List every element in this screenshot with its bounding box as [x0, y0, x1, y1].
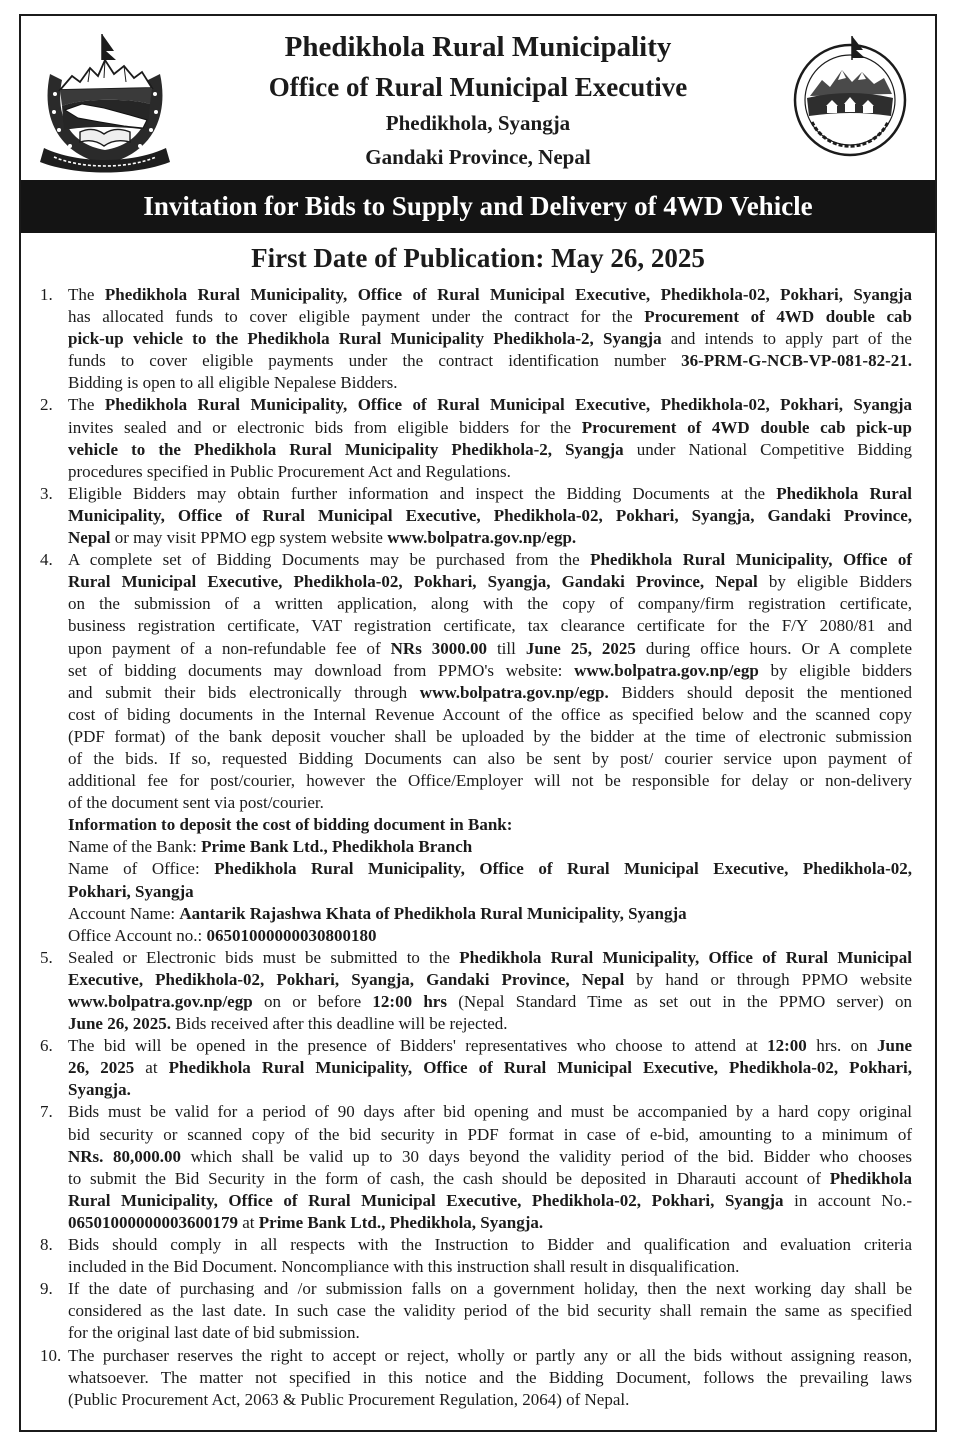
clause-number: 10.: [40, 1345, 62, 1365]
clause-number: 9.: [40, 1279, 53, 1299]
bold-text: Phedikhola Rural: [776, 483, 912, 503]
text-line: [68, 549, 912, 571]
bold-text: Phedikhola Rural Municipality, Office of Rural Municipal Executive, Phedikhola-02, Pokhari, Syangja: [104, 285, 912, 304]
text-line: [68, 814, 912, 836]
bold-text: June 25, 2025: [525, 638, 636, 658]
clause-number: 6.: [40, 1036, 53, 1056]
text: of the bids. If so, requested Bidding Documents can also be sent by post/ courier service upon payment of: [68, 748, 912, 768]
text-line: [68, 372, 912, 394]
bold-text: www.bolpatra.gov.np/egp.: [419, 682, 609, 702]
text: hrs. on: [806, 1036, 878, 1056]
clause-text: [68, 1278, 912, 1344]
clause-text: [68, 549, 912, 814]
text-line: [68, 1389, 912, 1411]
address-line-1: Phedikhola, Syangja: [385, 111, 571, 135]
municipality-name: Phedikhola Rural Municipality: [284, 31, 672, 63]
text-line: [68, 1322, 912, 1344]
text: under National Competitive Bidding: [623, 439, 912, 459]
text: The purchaser reserves the right to accept or reject, wholly or partly any or all the bids without assigning reason,: [68, 1345, 912, 1365]
text-line: [68, 394, 912, 416]
text: Bidding is open to all eligible Nepalese Bidders.: [68, 373, 398, 393]
text: at: [134, 1058, 169, 1078]
text-line: [68, 439, 912, 461]
bold-text: 36-PRM-G-NCB-VP-081-82-21.: [681, 351, 912, 371]
text-line: [68, 1168, 912, 1190]
clause-number: 4.: [40, 550, 53, 570]
text-line: [68, 483, 912, 505]
text: by eligible bidders: [758, 660, 913, 680]
bold-text: Rural Municipal Executive, Phedikhola-02, Pokhari, Syangja, Gandaki Province, Nepal: [68, 572, 758, 592]
text: or may visit PPMO egp system website: [110, 528, 388, 548]
bold-text: 26, 2025: [68, 1058, 135, 1078]
bold-text: June: [877, 1036, 912, 1056]
bold-text: 12:00 hrs: [372, 992, 447, 1011]
clause-7: [40, 1101, 912, 1234]
text-line: [68, 638, 912, 660]
text-line: [68, 1013, 912, 1035]
text-line: [68, 1234, 912, 1256]
bold-text: Procurement of 4WD double cab pick-up: [581, 417, 913, 437]
text: has allocated funds to cover eligible payment under the contract for the: [68, 307, 645, 327]
text: till: [487, 638, 526, 658]
text: of the document sent via post/courier.: [68, 793, 324, 813]
text: The: [68, 285, 105, 304]
text: to submit the Bid Security in the form of cash, the cash should be deposited in Dharauti account of: [68, 1168, 830, 1188]
text: during office hours. Or A complete: [635, 638, 912, 658]
bold-text: Phedikhola Rural Municipality, Office of Rural Municipal Executive, Phedikhola-02, Pokhari, Syangja: [104, 395, 912, 415]
text: Name of Office:: [68, 859, 215, 879]
text-line: [68, 417, 912, 439]
clause-text: [68, 947, 912, 1035]
clause-text: [68, 284, 912, 394]
clause-4: [40, 549, 912, 947]
bold-text: Phedikhola Rural Municipality, Office of: [590, 550, 912, 570]
clause-text: [68, 1101, 912, 1234]
text-line: [68, 461, 912, 483]
bold-text: 12:00: [767, 1036, 807, 1056]
text-line: [68, 306, 912, 328]
notice-banner: [21, 180, 935, 233]
bold-text: vehicle to the Phedikhola Rural Municipality Phedikhola-2, Syangja: [68, 439, 624, 459]
clause-9: [40, 1278, 912, 1344]
text-line: [68, 903, 912, 925]
text-line: [68, 704, 912, 726]
text-line: [68, 1278, 912, 1300]
text-line: [68, 969, 912, 991]
bold-text: Phedikhola Rural Municipality, Office of Rural Municipal Executive, Phedikhola-02,: [214, 859, 912, 879]
bank-detail: [68, 925, 912, 947]
clause-number: 8.: [40, 1235, 53, 1255]
text-line: [68, 748, 912, 770]
text: for the original last date of bid submission.: [68, 1323, 360, 1343]
bold-text: Pokhari, Syangja: [68, 881, 194, 901]
text-line: [68, 1212, 912, 1234]
clause-number: 5.: [40, 947, 53, 967]
clause-10: [40, 1345, 912, 1411]
text-line: [68, 925, 912, 947]
bold-text: NRs 3000.00: [390, 638, 488, 658]
text-line: [68, 1101, 912, 1123]
clause-number: 2.: [40, 395, 53, 415]
text-line: [68, 284, 912, 306]
text-line: [68, 1367, 912, 1389]
text: upon payment of a non-refundable fee of: [68, 638, 391, 658]
bold-text: Municipality, Office of Rural Municipal Executive, Phedikhola-02, Pokhari, Syangja, Gandaki Province,: [68, 505, 912, 525]
text: Bidders should deposit the mentioned: [608, 682, 912, 702]
text: Bids received after this deadline will be rejected.: [170, 1014, 508, 1034]
text: Sealed or Electronic bids must be submitted to the: [68, 947, 460, 967]
text-line: [68, 593, 912, 615]
bold-text: June 26, 2025.: [68, 1014, 171, 1034]
clause-number: 1.: [40, 285, 53, 304]
bold-text: www.bolpatra.gov.np/egp: [68, 992, 253, 1011]
clause-8: [40, 1234, 912, 1278]
text-line: [68, 1057, 912, 1079]
clause-6: [40, 1035, 912, 1101]
text: included in the Bid Document. Noncompliance with this instruction shall result in disqualification.: [68, 1257, 740, 1277]
bank-info-heading: [68, 814, 912, 836]
office-name: Office of Rural Municipal Executive: [268, 72, 688, 102]
text-line: [68, 726, 912, 748]
clause-1: [40, 284, 912, 394]
text: considered as the last date. In such case the validity period of the bid security shall remain the same as specified: [68, 1301, 912, 1321]
text-line: [68, 328, 912, 350]
bold-text: pick-up vehicle to the Phedikhola Rural Municipality Phedikhola-2, Syangja: [68, 329, 662, 349]
text-line: [68, 770, 912, 792]
bank-detail: [68, 858, 912, 902]
text-line: [68, 1146, 912, 1168]
bold-text: 06501000000030800180: [206, 925, 377, 945]
bold-text: Phedikhola Rural Municipality, Office of Rural Municipal: [459, 947, 912, 967]
text: Name of the Bank:: [68, 837, 202, 857]
text: bid security or scanned copy of the bid security in PDF format in case of e-bid, amounting to a minimum of: [68, 1124, 912, 1144]
text: Bids should comply in all respects with the Instruction to Bidder and qualification and evaluation criteria: [68, 1235, 912, 1255]
text: The: [68, 395, 105, 415]
text-line: [68, 836, 912, 858]
text: by eligible Bidders: [757, 572, 912, 592]
bold-text: www.bolpatra.gov.np/egp.: [387, 528, 577, 548]
text: Eligible Bidders may obtain further information and inspect the Bidding Documents at the: [68, 483, 777, 503]
bold-text: 06501000000003600179: [68, 1212, 238, 1232]
text: whatsoever. The matter not specified in this notice and the Bidding Document, follows the prevailing laws: [68, 1367, 912, 1387]
clause-number: 7.: [40, 1102, 53, 1122]
text: If the date of purchasing and /or submission falls on a government holiday, then the next working day shall be: [68, 1279, 912, 1299]
text-line: [68, 947, 912, 969]
text: in account No.-: [783, 1190, 912, 1210]
text-line: [68, 350, 912, 372]
text-line: [68, 1300, 912, 1322]
clause-text: [68, 483, 912, 549]
text: invites sealed and or electronic bids from eligible bidders for the: [68, 417, 582, 437]
text: and intends to apply part of the: [661, 329, 912, 349]
text: A complete set of Bidding Documents may be purchased from the: [68, 550, 591, 570]
text: on the submission of a written application, along with the copy of company/firm registration certificate,: [68, 594, 912, 614]
text-line: [68, 1256, 912, 1278]
text-line: [68, 792, 912, 814]
bank-detail: [68, 903, 912, 925]
text: Account Name:: [68, 903, 180, 923]
text: (PDF format) of the bank deposit voucher shall be uploaded by the bidder at the time of electronic submission: [68, 726, 912, 746]
text-line: [68, 505, 912, 527]
text: funds to cover eligible payments under the contract identification number: [68, 351, 682, 371]
text: which shall be valid up to 30 days beyond the validity period of the bid. Bidder who chooses: [181, 1146, 913, 1166]
bold-text: Rural Municipality, Office of Rural Municipal Executive, Phedikhola-02, Pokhari, Syangja: [68, 1190, 784, 1210]
text-line: [68, 615, 912, 637]
clause-3: [40, 483, 912, 549]
bold-text: Prime Bank Ltd., Phedikhola, Syangja.: [258, 1212, 544, 1232]
bold-text: NRs. 80,000.00: [68, 1146, 182, 1166]
text-line: [68, 571, 912, 593]
text: Office Account no.:: [68, 925, 207, 945]
clause-text: [68, 1234, 912, 1278]
bold-text: Prime Bank Ltd., Phedikhola Branch: [201, 837, 473, 857]
text-line: [68, 527, 912, 549]
clause-number: 3.: [40, 483, 53, 503]
text-line: [68, 1079, 912, 1101]
bank-detail: [68, 836, 912, 858]
text-line: [68, 1345, 912, 1367]
bid-clauses-list: [40, 284, 912, 1411]
clause-5: [40, 947, 912, 1035]
text-line: [68, 1190, 912, 1212]
publication-date: First Date of Publication: May 26, 2025: [251, 243, 705, 273]
text: additional fee for post/courier, however the Office/Employer will not be responsible for delay or non-delivery: [68, 771, 912, 791]
text: Bids must be valid for a period of 90 days after bid opening and must be accompanied by a hard copy original: [68, 1102, 912, 1122]
clause-text: [68, 1345, 912, 1411]
text: (Nepal Standard Time as set out in the PPMO server) on: [446, 992, 912, 1011]
bold-text: Phedikhola: [829, 1168, 912, 1188]
text: (Public Procurement Act, 2063 & Public Procurement Regulation, 2064) of Nepal.: [68, 1389, 630, 1409]
text-line: [68, 881, 912, 903]
clause-text: [68, 394, 912, 482]
bold-text: Phedikhola Rural Municipality, Office of Rural Municipal Executive, Phedikhola-02, Pokhari,: [168, 1058, 912, 1078]
text-line: [68, 660, 912, 682]
text: The bid will be opened in the presence of Bidders' representatives who choose to attend at: [68, 1036, 768, 1056]
text-line: [68, 1124, 912, 1146]
text-line: [68, 1035, 912, 1057]
bold-text: Syangja.: [68, 1080, 131, 1100]
text: on or before: [252, 992, 373, 1011]
text: business registration certificate, VAT registration certificate, tax clearance certificate for the F/Y 2080/81 and: [68, 616, 912, 636]
bold-text: Aantarik Rajashwa Khata of Phedikhola Rural Municipality, Syangja: [179, 903, 687, 923]
bold-text: www.bolpatra.gov.np/egp: [574, 660, 759, 680]
text: cost of biding documents in the Internal Revenue Account of the office as specified below and the scanned copy: [68, 704, 912, 724]
text: by hand or through PPMO website: [624, 969, 912, 989]
address-line-2: Gandaki Province, Nepal: [365, 145, 591, 169]
text: at: [238, 1212, 259, 1232]
bold-text: Nepal: [68, 528, 111, 548]
banner-title: Invitation for Bids to Supply and Delivery of 4WD Vehicle: [143, 191, 813, 221]
text: set of bidding documents may download from PPMO's website:: [68, 660, 575, 680]
text: and submit their bids electronically through: [68, 682, 420, 702]
bold-text: Executive, Phedikhola-02, Pokhari, Syangja, Gandaki Province, Nepal: [68, 969, 625, 989]
bold-text: Procurement of 4WD double cab: [644, 307, 912, 327]
text-line: [68, 682, 912, 704]
text: procedures specified in Public Procurement Act and Regulations.: [68, 461, 511, 481]
text-line: [68, 858, 912, 880]
text-line: [68, 991, 912, 1013]
clause-2: [40, 394, 912, 482]
clause-text: [68, 1035, 912, 1101]
bold-text: Information to deposit the cost of bidding document in Bank:: [68, 815, 513, 835]
